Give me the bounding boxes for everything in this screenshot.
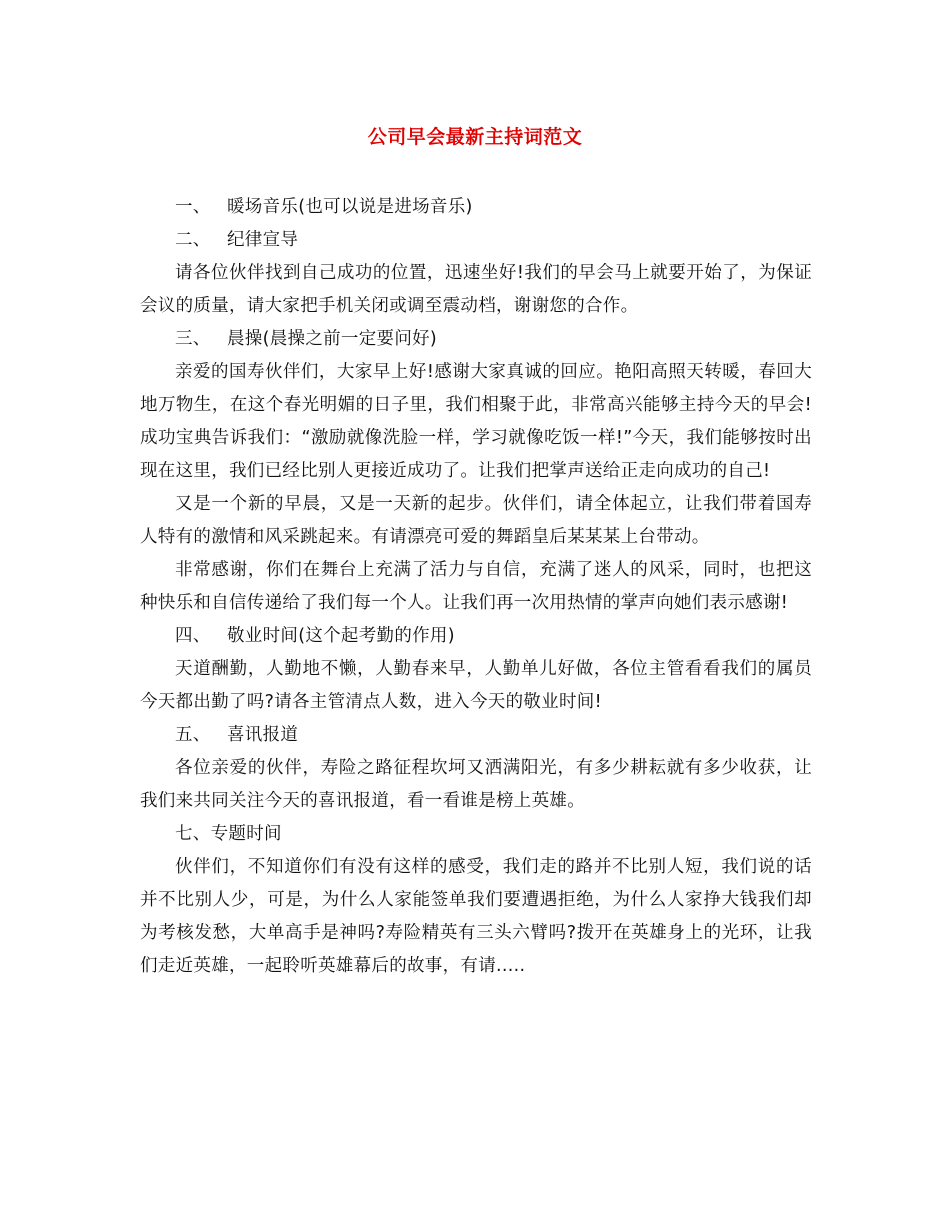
paragraph: 又是一个新的早晨，又是一天新的起步。伙伴们，请全体起立，让我们带着国寿人特有的激情和风采跳起来。有请漂亮可爱的舞蹈皇后某某某上台带动。 (140, 494, 812, 547)
section-title: 专题时间 (210, 824, 282, 844)
document-title: 公司早会最新主持词范文 (367, 126, 583, 148)
section-number: 一、 (175, 197, 211, 217)
paragraph: 伙伴们，不知道你们有没有这样的感受，我们走的路并不比别人短，我们说的话并不比别人少，可是，为什么人家能签单我们要遭遇拒绝，为什么人家挣大钱我们却为考核发愁，大单高手是神吗?寿险精英有三头六臂吗?拨开在英雄身上的光环，让我们走近英雄，一起聆听英雄幕后的故事，有请..... (140, 857, 812, 976)
section-number: 五、 (175, 725, 211, 745)
paragraph: 非常感谢，你们在舞台上充满了活力与自信，充满了迷人的风采，同时，也把这种快乐和自信传递给了我们每一个人。让我们再一次用热情的掌声向她们表示感谢! (140, 560, 812, 613)
document-body (140, 191, 812, 983)
section-heading-7 (140, 818, 812, 851)
section-title: 晨操(晨操之前一定要问好) (227, 329, 438, 349)
section-heading-3 (140, 323, 812, 356)
section-title: 喜讯报道 (227, 725, 299, 745)
paragraph: 各位亲爱的伙伴，寿险之路征程坎坷又洒满阳光，有多少耕耘就有多少收获，让我们来共同关注今天的喜讯报道，看一看谁是榜上英雄。 (140, 758, 812, 811)
section-heading-1 (140, 191, 812, 224)
section-number: 四、 (175, 626, 211, 646)
section-heading-5 (140, 719, 812, 752)
paragraph: 亲爱的国寿伙伴们，大家早上好!感谢大家真诚的回应。艳阳高照天转暖，春回大地万物生，在这个春光明媚的日子里，我们相聚于此，非常高兴能够主持今天的早会!成功宝典告诉我们：“激励就像洗脸一样，学习就像吃饭一样!”今天，我们能够按时出现在这里，我们已经比别人更接近成功了。让我们把掌声送给正走向成功的自己! (140, 362, 812, 481)
section-title: 敬业时间(这个起考勤的作用) (227, 626, 455, 646)
section-number: 三、 (175, 329, 211, 349)
section-title: 暖场音乐(也可以说是进场音乐) (227, 197, 473, 217)
section-title: 纪律宣导 (227, 230, 299, 250)
paragraph: 请各位伙伴找到自己成功的位置，迅速坐好!我们的早会马上就要开始了，为保证会议的质量，请大家把手机关闭或调至震动档，谢谢您的合作。 (140, 263, 812, 316)
paragraph: 天道酬勤，人勤地不懒，人勤春来早，人勤单儿好做，各位主管看看我们的属员今天都出勤了吗?请各主管清点人数，进入今天的敬业时间! (140, 659, 812, 712)
section-heading-4 (140, 620, 812, 653)
section-number: 七、 (175, 824, 211, 844)
section-heading-2 (140, 224, 812, 257)
section-number: 二、 (175, 230, 211, 250)
